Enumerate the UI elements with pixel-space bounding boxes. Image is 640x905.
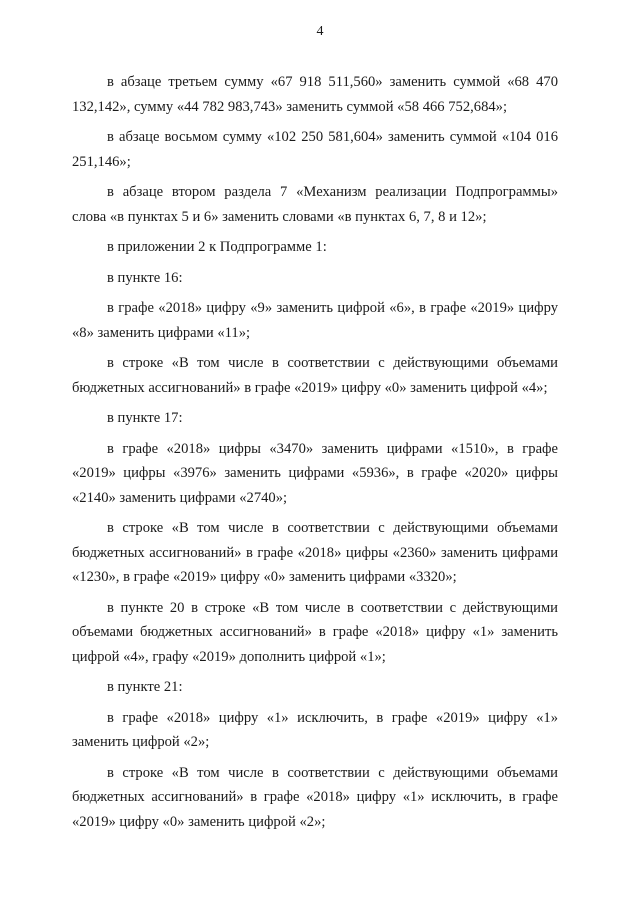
paragraph: в пункте 16: xyxy=(107,269,183,286)
paragraph: в абзаце восьмом сумму «102 250 581,604» заменить суммой «104 016 251,146»; xyxy=(72,129,558,170)
document-body xyxy=(72,70,558,840)
paragraph: в пункте 20 в строке «В том числе в соответствии с действующими объемами бюджетных ассигнований» в графе «2018» цифру «1» заменить цифрой «4», графу «2019» дополнить цифрой «1»; xyxy=(72,599,558,665)
paragraph: в графе «2018» цифру «1» исключить, в графе «2019» цифру «1» заменить цифрой «2»; xyxy=(72,709,558,750)
paragraph: в пункте 17: xyxy=(107,410,183,426)
paragraph: в строке «В том числе в соответствии с действующими объемами бюджетных ассигнований» в графе «2018» цифры «2360» заменить цифрами «1230», в графе «2019» цифру «0» заменить цифрами «3320»; xyxy=(72,520,558,585)
paragraph: в приложении 2 к Подпрограмме 1: xyxy=(107,239,327,255)
paragraph: в графе «2018» цифру «9» заменить цифрой «6», в графе «2019» цифру «8» заменить цифрами «11»; xyxy=(72,300,558,341)
paragraph: в абзаце втором раздела 7 «Механизм реализации Подпрограммы» слова «в пунктах 5 и 6» заменить словами «в пунктах 6, 7, 8 и 12»; xyxy=(72,184,558,225)
paragraph: в графе «2018» цифры «3470» заменить цифрами «1510», в графе «2019» цифры «3976» заменить цифрами «5936», в графе «2020» цифры «2140» заменить цифрами «2740»; xyxy=(72,440,558,506)
paragraph: в пункте 21: xyxy=(107,679,183,695)
page-number: 4 xyxy=(316,24,324,39)
paragraph: в строке «В том числе в соответствии с действующими объемами бюджетных ассигнований» в графе «2019» цифру «0» заменить цифрой «4»; xyxy=(72,355,558,396)
paragraph: в строке «В том числе в соответствии с действующими объемами бюджетных ассигнований» в графе «2018» цифру «1» исключить, в графе «2019» цифру «0» заменить цифрой «2»; xyxy=(72,764,558,830)
paragraph: в абзаце третьем сумму «67 918 511,560» заменить суммой «68 470 132,142», сумму «44 782 983,743» заменить суммой «58 466 752,684»; xyxy=(72,74,558,115)
